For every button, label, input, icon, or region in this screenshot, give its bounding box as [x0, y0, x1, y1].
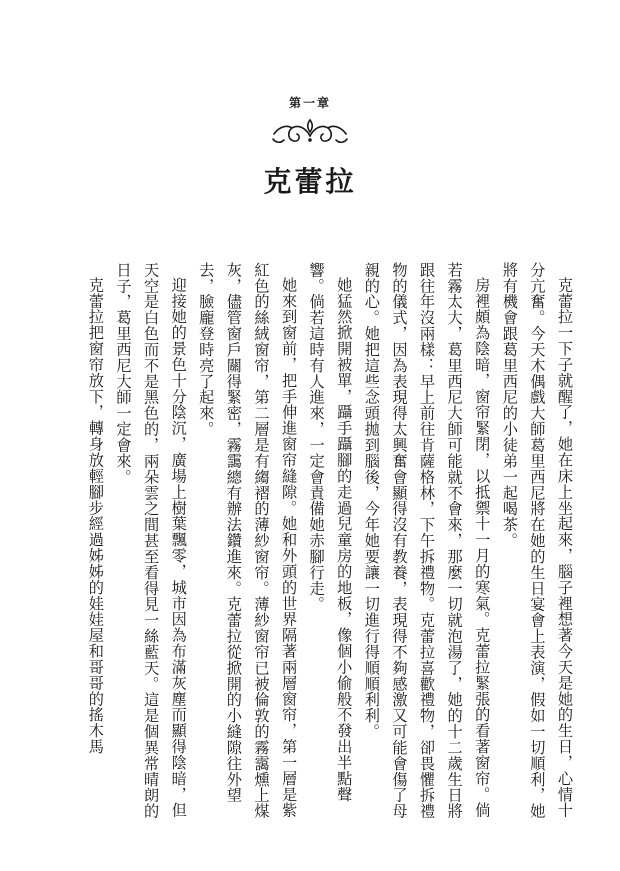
paragraph: 她來到窗前，把手伸進窗帘縫隙。她和外頭的世界隔著兩層窗帘，第一層是紫紅色的絲絨窗帘，第二層是有縐褶的薄紗窗帘。薄紗窗帘已被倫敦的霧靄燻上煤灰，儘管窗戶關得緊密，霧靄總有辦法鑽進來。克蕾拉從掀開的小縫隙往外望去，臉龐登時亮了起來。 — [197, 262, 299, 820]
paragraph: 迎接她的景色十分陰沉，廣場上樹葉飄零，城市因為布滿灰塵而顯得陰暗，但天空是白色而不是黑色的，兩朵雲之間甚至看得見一絲藍天。這是個異常晴朗的日子，葛里西尼大師一定會來。 — [114, 262, 188, 820]
paragraph: 克蕾拉一下子就醒了，她在床上坐起來，腦子裡想著今天是她的生日，心情十分亢奮。今天木偶戲大師葛里西尼將在她的生日宴會上表演，假如一切順利，她將有機會跟葛里西尼的小徒弟一起喝茶。 — [500, 262, 574, 820]
ornament-flourish-icon — [270, 114, 350, 150]
chapter-body — [46, 262, 578, 828]
chapter-title: 克蕾拉 — [263, 165, 357, 198]
paragraph: 房裡頗為陰暗，窗帘緊閉，以抵禦十一月的寒氣。克蕾拉緊張的看著窗帘。倘若霧太大，葛里西尼大師可能就不會來，那麼一切就泡湯了，她的十二歲生日將跟往年沒兩樣：早上前往肯薩格林，下午拆禮物。克蕾拉喜歡禮物，卻畏懼拆禮物的儀式，因為表現得太興奮會顯得沒有教養，表現得不夠感激又可能會傷了母親的心。她把這些念頭拋到腦後，今年她要讓一切進行得順順利利。 — [362, 262, 492, 820]
paragraph: 她猛然掀開被單，躡手躡腳的走過兒童房的地板，像個小偷般不發出半點聲響。倘若這時有人進來，一定會責備她赤腳行走。 — [307, 262, 354, 803]
paragraph: 克蕾拉把窗帘放下，轉身放輕腳步經過姊姊的娃娃屋和哥哥的搖木馬 — [86, 277, 105, 755]
chapter-label: 第一章 — [288, 96, 331, 110]
